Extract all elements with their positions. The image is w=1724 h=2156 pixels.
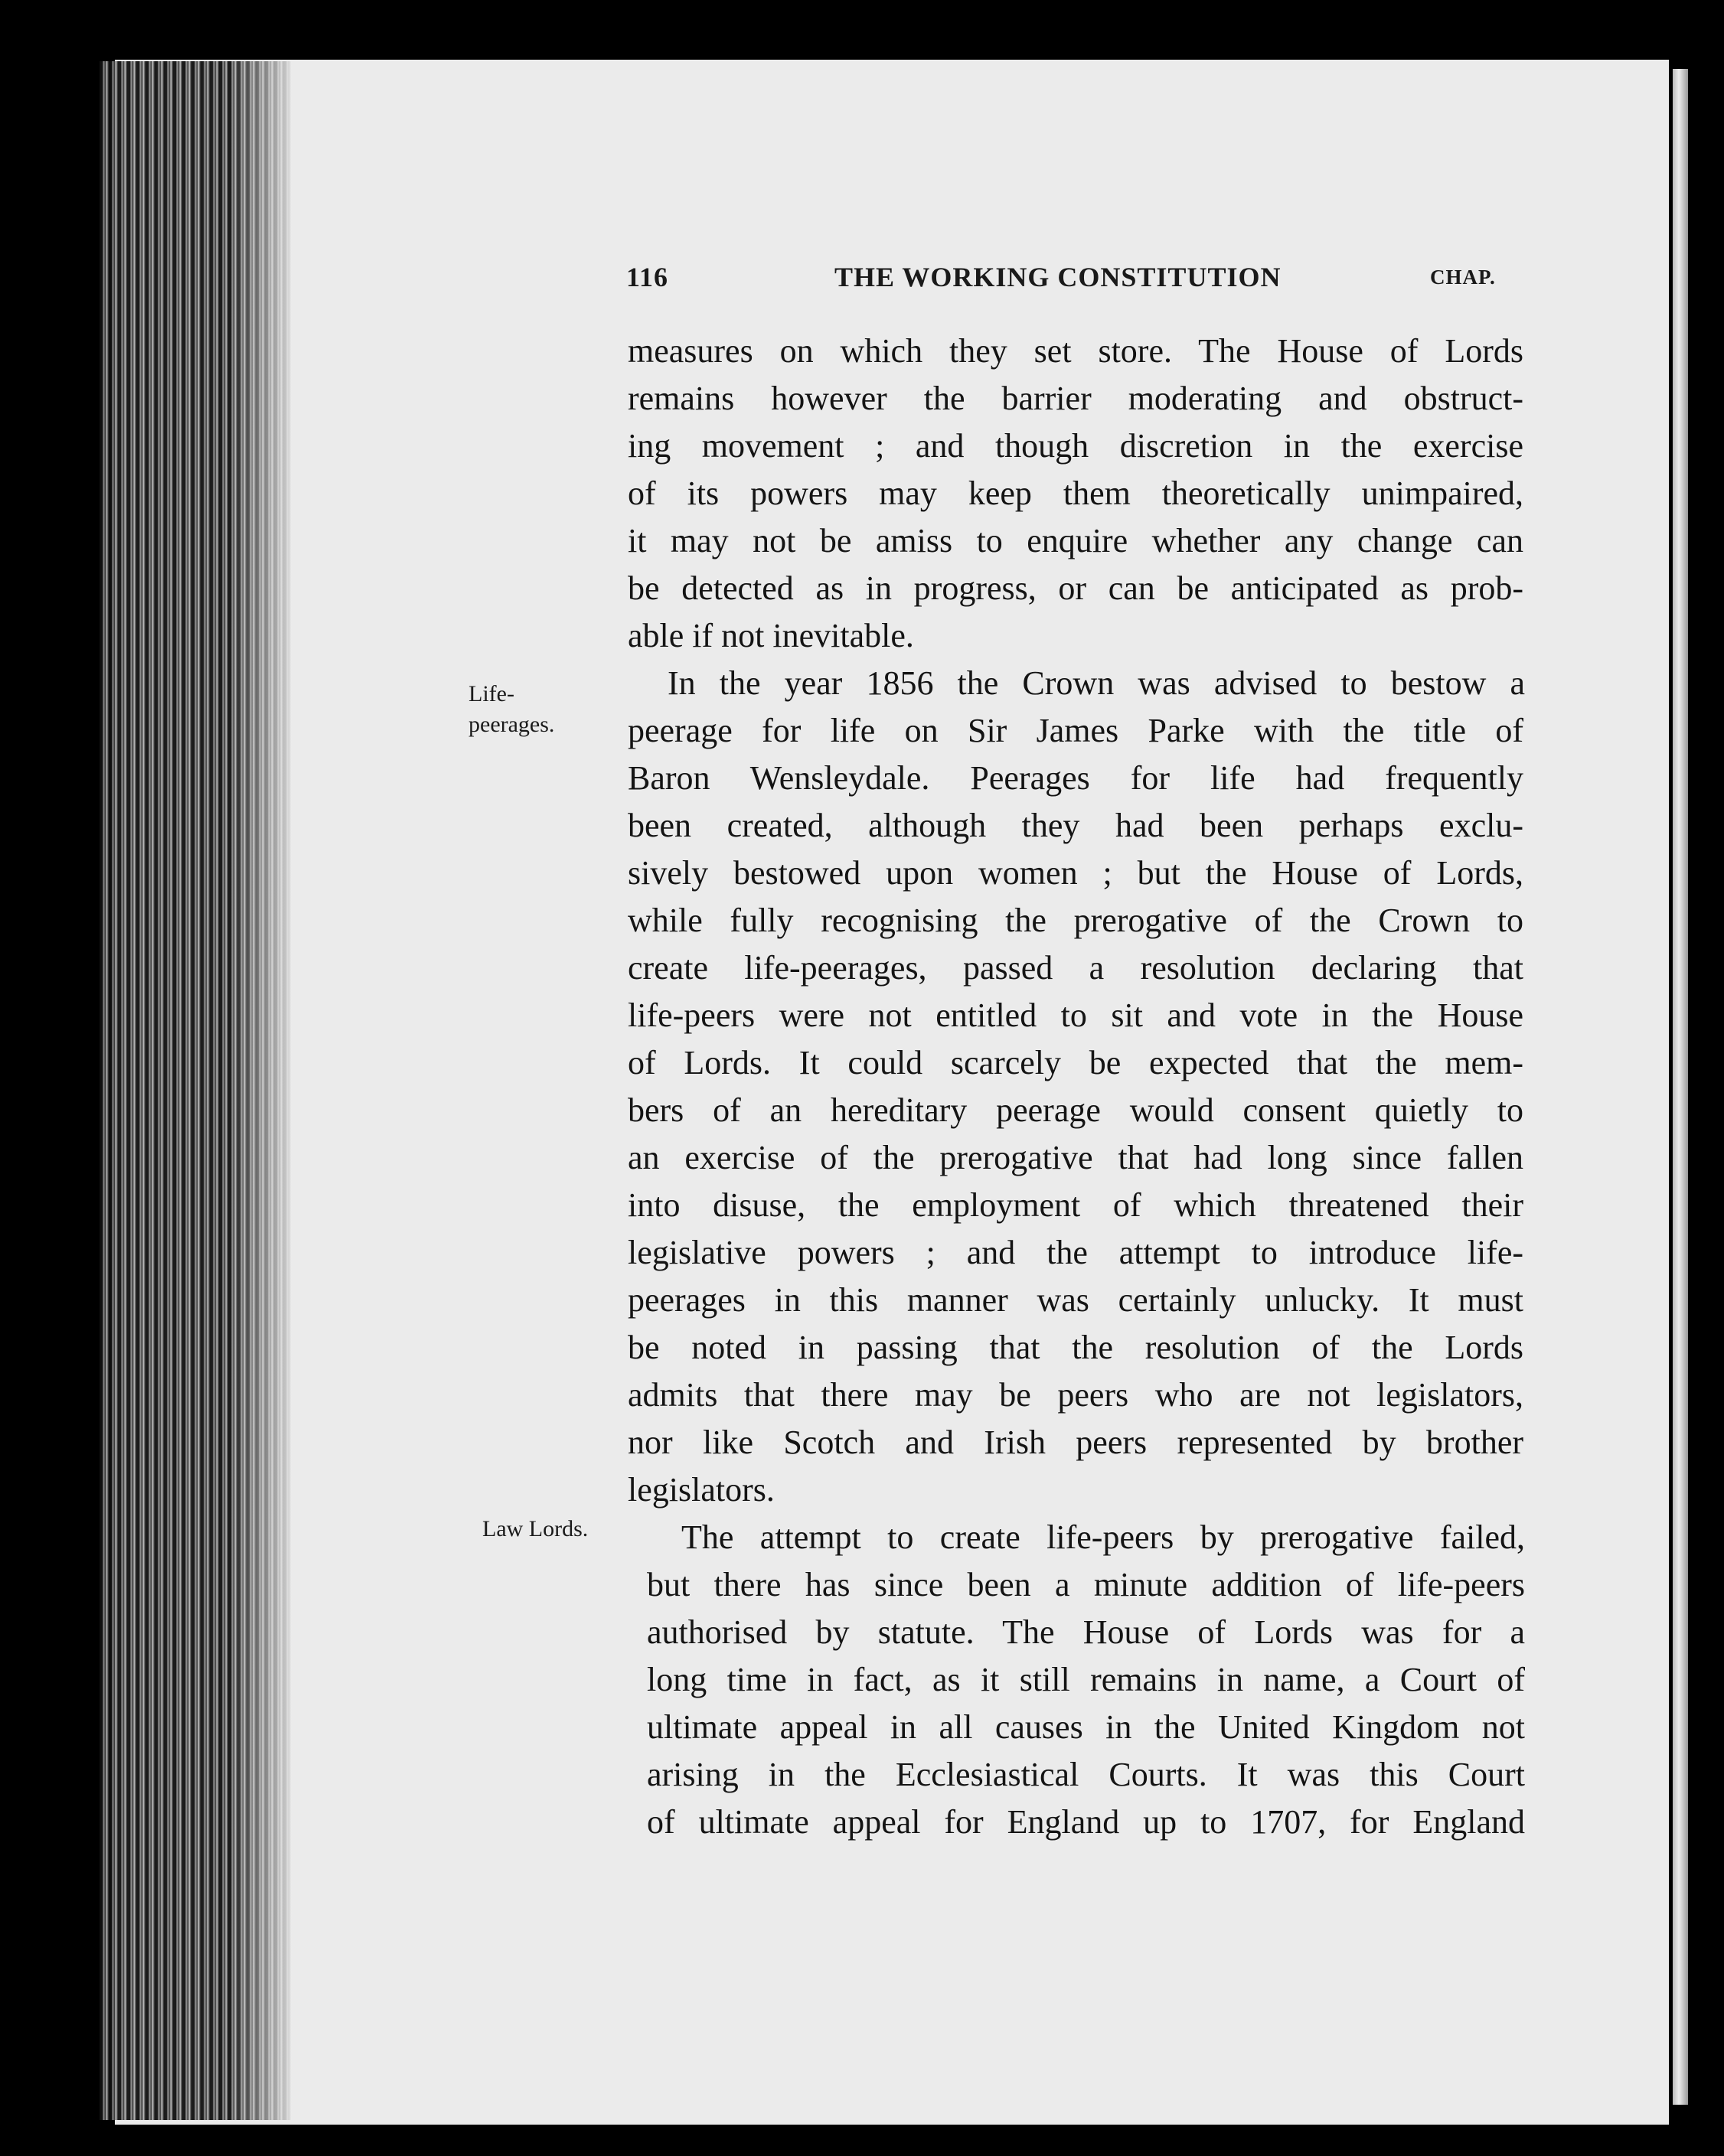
text-line: admits that there may be peers who are not legislators, bbox=[628, 1376, 1523, 1414]
text-line: legislative powers ; and the attempt to introduce life- bbox=[628, 1234, 1523, 1271]
gutter-shadow bbox=[230, 61, 299, 2120]
text-line: of ultimate appeal for England up to 1707, for England bbox=[647, 1803, 1525, 1841]
text-line: arising in the Ecclesiastical Courts. It was this Court bbox=[647, 1756, 1525, 1793]
text-line: of Lords. It could scarcely be expected that the mem- bbox=[628, 1044, 1523, 1081]
scan-border bbox=[1688, 46, 1724, 2135]
text-line: The attempt to create life-peers by prerogative failed, bbox=[681, 1518, 1525, 1556]
text-line: create life-peerages, passed a resolution declaring that bbox=[628, 949, 1523, 987]
text-line: ultimate appeal in all causes in the United Kingdom not bbox=[647, 1708, 1525, 1746]
text-line: it may not be amiss to enquire whether any change can bbox=[628, 522, 1523, 559]
margin-note-law-lords: Law Lords. bbox=[482, 1516, 589, 1541]
text-line: ing movement ; and though discretion in the exercise bbox=[628, 427, 1523, 465]
text-line: long time in fact, as it still remains in name, a Court of bbox=[647, 1661, 1525, 1698]
page-number: 116 bbox=[626, 262, 669, 292]
text-line: been created, although they had been perhaps exclu- bbox=[628, 807, 1523, 844]
text-line: In the year 1856 the Crown was advised to bestow a bbox=[668, 664, 1525, 702]
text-line: peerage for life on Sir James Parke with the title of bbox=[628, 712, 1523, 749]
text-line: sively bestowed upon women ; but the House of Lords, bbox=[628, 854, 1523, 892]
text-line: peerages in this manner was certainly unlucky. It must bbox=[628, 1281, 1523, 1319]
text-line: Baron Wensleydale. Peerages for life had frequently bbox=[628, 759, 1523, 797]
running-title: THE WORKING CONSTITUTION bbox=[834, 262, 1282, 292]
text-line: life-peers were not entitled to sit and vote in the House bbox=[628, 996, 1523, 1034]
chapter-label: CHAP. bbox=[1430, 266, 1496, 289]
text-line: be noted in passing that the resolution of the Lords bbox=[628, 1329, 1523, 1366]
text-line: of its powers may keep them theoretically unimpaired, bbox=[628, 475, 1523, 512]
facing-page-edge bbox=[1673, 69, 1688, 2105]
text-line: bers of an hereditary peerage would consent quietly to bbox=[628, 1091, 1523, 1129]
text-line: able if not inevitable. bbox=[628, 617, 914, 654]
margin-note-life: Life- bbox=[469, 681, 514, 706]
text-line: but there has since been a minute addition of life-peers bbox=[647, 1566, 1525, 1603]
text-line: while fully recognising the prerogative of the Crown to bbox=[628, 902, 1523, 939]
text-line: an exercise of the prerogative that had long since fallen bbox=[628, 1139, 1523, 1176]
text-line: nor like Scotch and Irish peers represented by brother bbox=[628, 1424, 1523, 1461]
text-line: measures on which they set store. The House of Lords bbox=[628, 332, 1523, 370]
text-line: into disuse, the employment of which threatened their bbox=[628, 1186, 1523, 1224]
text-line: legislators. bbox=[628, 1471, 775, 1509]
text-line: be detected as in progress, or can be anticipated as prob- bbox=[628, 569, 1523, 607]
margin-note-peerages: peerages. bbox=[469, 712, 555, 737]
text-line: authorised by statute. The House of Lords was for a bbox=[647, 1613, 1525, 1651]
text-line: remains however the barrier moderating and obstruct- bbox=[628, 380, 1523, 417]
